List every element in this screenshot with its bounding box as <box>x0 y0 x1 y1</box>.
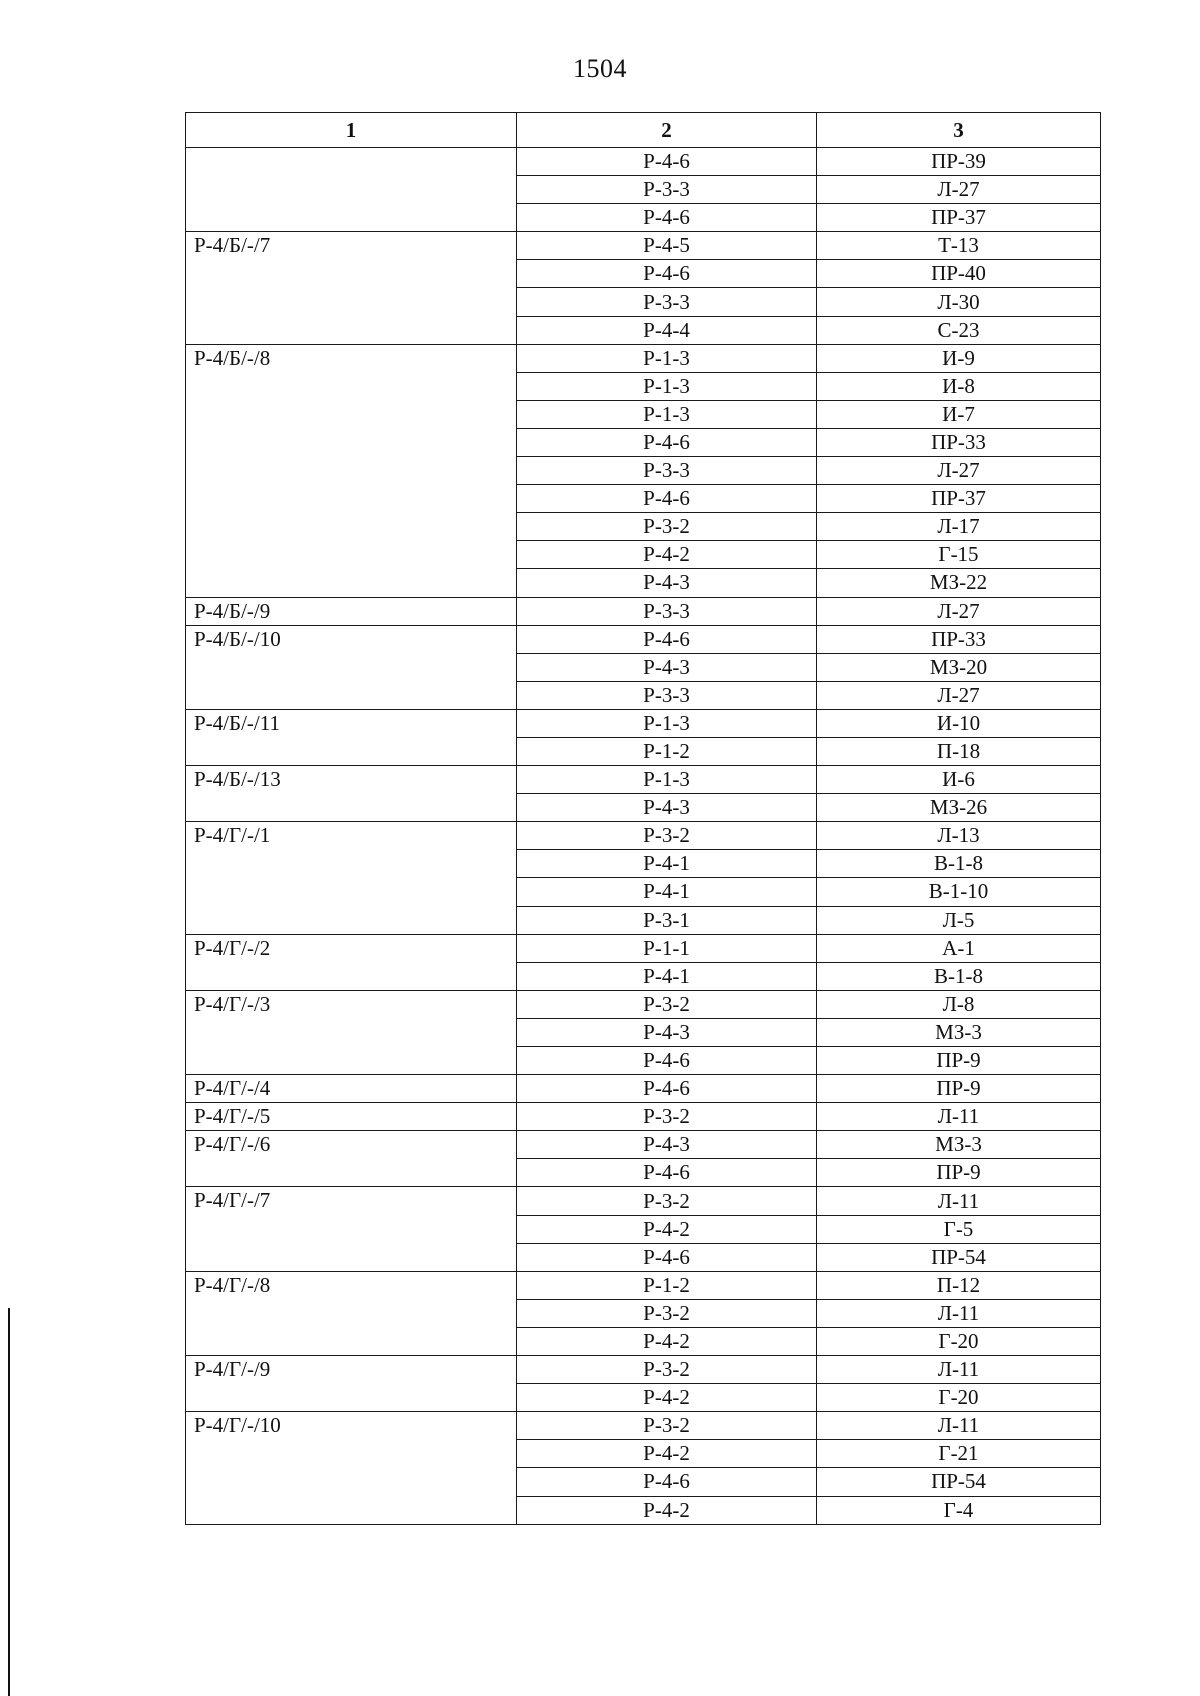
document-table <box>185 112 1101 1525</box>
table-row <box>186 1187 1101 1215</box>
column-3-cell: С-23 <box>817 316 1101 344</box>
table-row <box>186 148 1101 176</box>
group-label-cell <box>186 148 517 232</box>
table-row <box>186 1075 1101 1103</box>
column-3-cell: Л-13 <box>817 822 1101 850</box>
column-2-cell: Р-4-3 <box>517 569 817 597</box>
column-2-cell: Р-4-6 <box>517 1468 817 1496</box>
column-3-cell: И-6 <box>817 766 1101 794</box>
column-3-cell: В-1-8 <box>817 850 1101 878</box>
table-row <box>186 1412 1101 1440</box>
column-2-cell: Р-4-6 <box>517 625 817 653</box>
column-3-cell: ПР-37 <box>817 204 1101 232</box>
page-number: 1504 <box>573 54 627 83</box>
column-3-cell: П-12 <box>817 1271 1101 1299</box>
column-3-cell: И-10 <box>817 709 1101 737</box>
group-label-cell: Р-4/Г/-/3 <box>186 990 517 1074</box>
group-label-cell: Р-4/Б/-/9 <box>186 597 517 625</box>
column-3-cell: Т-13 <box>817 232 1101 260</box>
column-3-cell: ПР-40 <box>817 260 1101 288</box>
column-3-cell: Л-11 <box>817 1299 1101 1327</box>
column-3-cell: ПР-9 <box>817 1075 1101 1103</box>
column-3-cell: И-7 <box>817 400 1101 428</box>
column-3-cell: Г-4 <box>817 1496 1101 1524</box>
column-2-cell: Р-4-6 <box>517 1047 817 1075</box>
column-2-cell: Р-4-5 <box>517 232 817 260</box>
table-row <box>186 597 1101 625</box>
column-2-cell: Р-4-6 <box>517 485 817 513</box>
column-2-cell: Р-3-3 <box>517 457 817 485</box>
column-3-cell: Л-11 <box>817 1103 1101 1131</box>
group-label-cell: Р-4/Г/-/10 <box>186 1412 517 1524</box>
document-table-container <box>185 112 1100 1525</box>
table-row <box>186 1356 1101 1384</box>
column-2-cell: Р-4-6 <box>517 148 817 176</box>
column-2-cell: Р-3-1 <box>517 906 817 934</box>
column-3-cell: Л-27 <box>817 681 1101 709</box>
group-label-cell: Р-4/Г/-/8 <box>186 1271 517 1355</box>
column-3-cell: ПР-9 <box>817 1047 1101 1075</box>
column-2-cell: Р-4-6 <box>517 1243 817 1271</box>
group-label-cell: Р-4/Г/-/9 <box>186 1356 517 1412</box>
group-label-cell: Р-4/Б/-/7 <box>186 232 517 344</box>
group-label-cell: Р-4/Б/-/11 <box>186 709 517 765</box>
table-row <box>186 990 1101 1018</box>
column-3-cell: ПР-39 <box>817 148 1101 176</box>
column-2-cell: Р-3-2 <box>517 1187 817 1215</box>
column-3-cell: ПР-33 <box>817 625 1101 653</box>
group-label-cell: Р-4/Б/-/13 <box>186 766 517 822</box>
column-2-cell: Р-3-3 <box>517 681 817 709</box>
header-row <box>186 113 1101 148</box>
column-3-cell: Л-17 <box>817 513 1101 541</box>
column-3-cell: Л-27 <box>817 457 1101 485</box>
column-2-cell: Р-3-2 <box>517 1412 817 1440</box>
group-label-cell: Р-4/Г/-/6 <box>186 1131 517 1187</box>
table-row <box>186 232 1101 260</box>
column-3-cell: А-1 <box>817 934 1101 962</box>
table-row <box>186 766 1101 794</box>
column-2-cell: Р-3-3 <box>517 176 817 204</box>
column-3-cell: МЗ-3 <box>817 1018 1101 1046</box>
column-3-cell: Л-27 <box>817 597 1101 625</box>
column-3-cell: МЗ-3 <box>817 1131 1101 1159</box>
table-row <box>186 709 1101 737</box>
column-3-cell: Л-11 <box>817 1412 1101 1440</box>
column-2-cell: Р-3-3 <box>517 597 817 625</box>
column-2-cell: Р-1-2 <box>517 1271 817 1299</box>
column-2-cell: Р-4-2 <box>517 541 817 569</box>
column-3-cell: ПР-54 <box>817 1243 1101 1271</box>
column-3-cell: И-9 <box>817 344 1101 372</box>
column-2-cell: Р-4-3 <box>517 1018 817 1046</box>
column-2-cell: Р-1-3 <box>517 344 817 372</box>
column-2-cell: Р-4-3 <box>517 794 817 822</box>
column-2-cell: Р-1-3 <box>517 372 817 400</box>
column-3-cell: МЗ-22 <box>817 569 1101 597</box>
column-3-cell: МЗ-26 <box>817 794 1101 822</box>
table-row <box>186 1271 1101 1299</box>
column-2-cell: Р-4-3 <box>517 1131 817 1159</box>
column-2-cell: Р-3-2 <box>517 1299 817 1327</box>
table-row <box>186 344 1101 372</box>
column-2-cell: Р-1-1 <box>517 934 817 962</box>
column-header-3: 3 <box>817 113 1101 148</box>
column-2-cell: Р-4-2 <box>517 1215 817 1243</box>
group-label-cell: Р-4/Г/-/1 <box>186 822 517 934</box>
column-3-cell: Г-15 <box>817 541 1101 569</box>
column-3-cell: ПР-9 <box>817 1159 1101 1187</box>
column-2-cell: Р-3-2 <box>517 1356 817 1384</box>
column-3-cell: ПР-54 <box>817 1468 1101 1496</box>
column-header-1: 1 <box>186 113 517 148</box>
column-3-cell: Г-20 <box>817 1384 1101 1412</box>
column-3-cell: В-1-10 <box>817 878 1101 906</box>
column-2-cell: Р-4-1 <box>517 962 817 990</box>
column-2-cell: Р-4-2 <box>517 1440 817 1468</box>
table-body <box>186 148 1101 1525</box>
column-2-cell: Р-1-3 <box>517 400 817 428</box>
column-3-cell: Г-20 <box>817 1327 1101 1355</box>
group-label-cell: Р-4/Б/-/8 <box>186 344 517 597</box>
group-label-cell: Р-4/Г/-/4 <box>186 1075 517 1103</box>
column-2-cell: Р-1-3 <box>517 709 817 737</box>
column-2-cell: Р-3-2 <box>517 1103 817 1131</box>
column-2-cell: Р-4-1 <box>517 878 817 906</box>
group-label-cell: Р-4/Г/-/2 <box>186 934 517 990</box>
column-2-cell: Р-3-2 <box>517 990 817 1018</box>
group-label-cell: Р-4/Б/-/10 <box>186 625 517 709</box>
column-2-cell: Р-4-4 <box>517 316 817 344</box>
column-3-cell: И-8 <box>817 372 1101 400</box>
column-2-cell: Р-4-3 <box>517 653 817 681</box>
table-row <box>186 934 1101 962</box>
column-3-cell: В-1-8 <box>817 962 1101 990</box>
table-row <box>186 822 1101 850</box>
column-3-cell: ПР-37 <box>817 485 1101 513</box>
group-label-cell: Р-4/Г/-/7 <box>186 1187 517 1271</box>
column-2-cell: Р-4-1 <box>517 850 817 878</box>
column-3-cell: Л-30 <box>817 288 1101 316</box>
left-margin-line <box>8 1308 10 1696</box>
column-2-cell: Р-4-2 <box>517 1384 817 1412</box>
column-3-cell: Г-21 <box>817 1440 1101 1468</box>
column-3-cell: П-18 <box>817 737 1101 765</box>
column-header-2: 2 <box>517 113 817 148</box>
column-3-cell: Л-11 <box>817 1356 1101 1384</box>
column-3-cell: Л-5 <box>817 906 1101 934</box>
column-3-cell: Л-27 <box>817 176 1101 204</box>
column-3-cell: МЗ-20 <box>817 653 1101 681</box>
column-2-cell: Р-4-6 <box>517 1159 817 1187</box>
group-label-cell: Р-4/Г/-/5 <box>186 1103 517 1131</box>
column-2-cell: Р-3-2 <box>517 513 817 541</box>
column-3-cell: Г-5 <box>817 1215 1101 1243</box>
column-3-cell: Л-11 <box>817 1187 1101 1215</box>
column-2-cell: Р-4-2 <box>517 1496 817 1524</box>
column-2-cell: Р-4-6 <box>517 428 817 456</box>
column-2-cell: Р-1-2 <box>517 737 817 765</box>
column-2-cell: Р-1-3 <box>517 766 817 794</box>
table-row <box>186 1103 1101 1131</box>
column-3-cell: ПР-33 <box>817 428 1101 456</box>
column-2-cell: Р-3-3 <box>517 288 817 316</box>
column-2-cell: Р-4-6 <box>517 204 817 232</box>
column-2-cell: Р-3-2 <box>517 822 817 850</box>
table-row <box>186 1131 1101 1159</box>
column-2-cell: Р-4-6 <box>517 1075 817 1103</box>
column-2-cell: Р-4-6 <box>517 260 817 288</box>
column-3-cell: Л-8 <box>817 990 1101 1018</box>
table-row <box>186 625 1101 653</box>
column-2-cell: Р-4-2 <box>517 1327 817 1355</box>
